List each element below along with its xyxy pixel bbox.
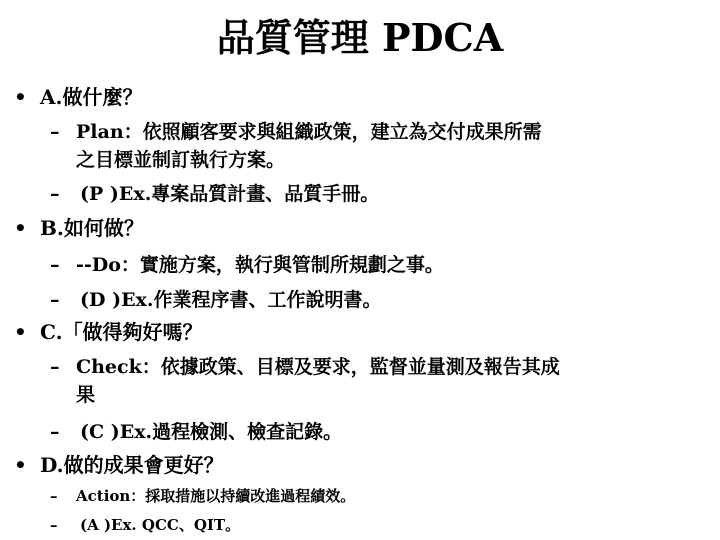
dash-icon: – (50, 516, 58, 534)
bullet-d-label: D.做的成果會更好？ (40, 453, 224, 477)
do-example: (D )Ex.作業程序書、工作說明書。 (80, 289, 382, 311)
slide-title: 品質管理 PDCA (216, 15, 504, 60)
dash-icon: – (50, 254, 60, 276)
plan-example: (P )Ex.專案品質計畫、品質手冊。 (80, 183, 380, 205)
bullet-icon: • (14, 85, 27, 109)
check-text-cont: 果 (76, 384, 96, 406)
dash-icon: – (50, 289, 60, 311)
dash-icon: – (50, 421, 60, 443)
dash-icon: – (50, 487, 58, 505)
dash-icon: – (50, 183, 60, 205)
action-text: Action：採取措施以持續改進過程績效。 (76, 487, 356, 505)
plan-text-cont: 之目標並制訂執行方案。 (76, 149, 286, 171)
bullet-icon: • (14, 216, 27, 240)
bullet-icon: • (14, 453, 27, 477)
check-text: Check：依據政策、目標及要求，監督並量測及報告其成 (76, 356, 560, 378)
action-example: (A )Ex. QCC、QIT。 (80, 516, 241, 534)
bullet-c-label: C.「做得夠好嗎？ (40, 320, 203, 344)
bullet-icon: • (14, 320, 27, 344)
check-example: (C )Ex.過程檢測、檢查記錄。 (80, 421, 343, 443)
bullet-a-label: A.做什麼？ (40, 85, 143, 109)
do-text: --Do：實施方案，執行與管制所規劃之事。 (76, 254, 444, 276)
dash-icon: – (50, 356, 60, 378)
dash-icon: – (50, 121, 60, 143)
bullet-b-label: B.如何做？ (40, 216, 144, 240)
plan-text: Plan：依照顧客要求與組織政策，建立為交付成果所需 (76, 121, 542, 143)
